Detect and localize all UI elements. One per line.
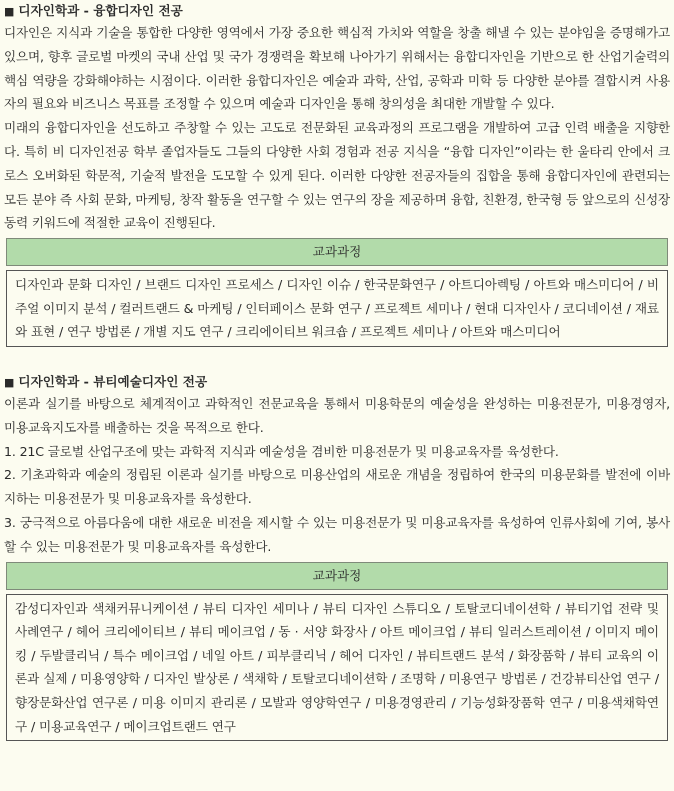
square-bullet-icon: ■ bbox=[4, 5, 15, 18]
curriculum-header: 교과과정 bbox=[6, 562, 668, 590]
curriculum-list: 디자인과 문화 디자인 / 브랜드 디자인 프로세스 / 디자인 이슈 / 한국문화연구 / 아트디아렉팅 / 아트와 매스미디어 / 비주얼 이미지 분석 / 컬러트랜드 & 마케팅 / 인터페이스 문화 연구 / 프로젝트 세미나 / 현대 디자인사 / 코디네이션 / 재료와 표현 / 연구 방법론 / 개별 지도 연구 / 크리에이티브 워크숍 / 프로젝트 세미나 / 아트와 매스미디어 bbox=[6, 270, 668, 347]
curriculum-list: 감성디자인과 색채커뮤니케이션 / 뷰티 디자인 세미나 / 뷰티 디자인 스튜디오 / 토탈코디네이션학 / 뷰티기업 전략 및 사례연구 / 헤어 크리에이티브 / 뷰티 메이크업 / 동 · 서양 화장사 / 아트 메이크업 / 뷰티 일러스트레이션 / 이미지 메이킹 / 두발클리닉 / 특수 메이크업 / 네일 아트 / 피부클리닉 / 헤어 디자인 / 뷰티트랜드 분석 / 화장품학 / 뷰티 교육의 이론과 실제 / 미용영양학 / 디자인 발상론 / 색채학 / 토탈코디네이션학 / 조명학 / 미용연구 방법론 / 건강뷰티산업 연구 / 향장문화산업 연구론 / 미용 이미지 관리론 / 모발과 영양학연구 / 미용경영관리 / 기능성화장품학 연구 / 미용색채학연구 / 미용교육연구 / 메이크업트랜드 연구 bbox=[6, 594, 668, 742]
section-title: ■ 디자인학과 - 융합디자인 전공 bbox=[4, 3, 183, 18]
list-item: 2. 기초과학과 예술의 정립된 이론과 실기를 바탕으로 미용산업의 새로운 개념을 정립하여 한국의 미용문화를 발전에 이바지하는 미용전문가 및 미용교육자를 육성한다. bbox=[4, 467, 670, 507]
section-fusion-design bbox=[4, 0, 670, 347]
paragraph: 이론과 실기를 바탕으로 체계적이고 과학적인 전문교육을 통해서 미용학문의 예술성을 완성하는 미용전문가, 미용경영자, 미용교육지도자를 배출하는 것을 목적으로 한다. bbox=[4, 395, 670, 435]
paragraph: 미래의 융합디자인을 선도하고 주창할 수 있는 고도로 전문화된 교육과정의 프로그램을 개발하여 고급 인력 배출을 지향한다. 특히 비 디자인전공 학부 졸업자들도 그들의 다양한 사회 경험과 전공 지식을 “융합 디자인”이라는 한 울타리 안에서 크로스 오버화된 학문적, 기술적 발전을 도모할 수 있게 된다. 이러한 다양한 전공자들의 집합을 통해 융합디자인에 관련되는 모든 분야 즉 사회 문화, 마케팅, 창작 활동을 연구할 수 있는 연구의 장을 제공하며 융합, 친환경, 한국형 등 앞으로의 신성장 동력 키워드에 적절한 교육이 진행된다. bbox=[4, 120, 670, 231]
square-bullet-icon: ■ bbox=[4, 375, 15, 389]
list-item: 3. 궁극적으로 아름다움에 대한 새로운 비전을 제시할 수 있는 미용전문가 및 미용교육자를 육성하여 인류사회에 기여, 봉사할 수 있는 미용전문가 및 미용교육자를 육성한다. bbox=[4, 514, 670, 554]
section-beauty-design bbox=[4, 371, 670, 741]
paragraph: 디자인은 지식과 기술을 통합한 다양한 영역에서 가장 중요한 핵심적 가치와 역할을 창출 해낼 수 있는 분야임을 증명해가고 있으며, 향후 글로벌 마켓의 국내 산업 및 국가 경쟁력을 확보해 나아가기 위해서는 융합디자인을 기반으로 한 산업기술력의 핵심 역량을 강화해야하는 시점이다. 이러한 융합디자인은 예술과 과학, 산업, 공학과 미학 등 다양한 분야를 결합시켜 사용자의 필요와 비즈니스 목표를 조정할 수 있으며 예술과 디자인을 통해 창의성을 최대한 개발할 수 있다. bbox=[4, 25, 670, 112]
curriculum-header: 교과과정 bbox=[6, 238, 668, 266]
section-title: ■ 디자인학과 - 뷰티예술디자인 전공 bbox=[4, 373, 208, 389]
list-item: 1. 21C 글로벌 산업구조에 맞는 과학적 지식과 예술성을 겸비한 미용전문가 및 미용교육자를 육성한다. bbox=[4, 443, 559, 459]
